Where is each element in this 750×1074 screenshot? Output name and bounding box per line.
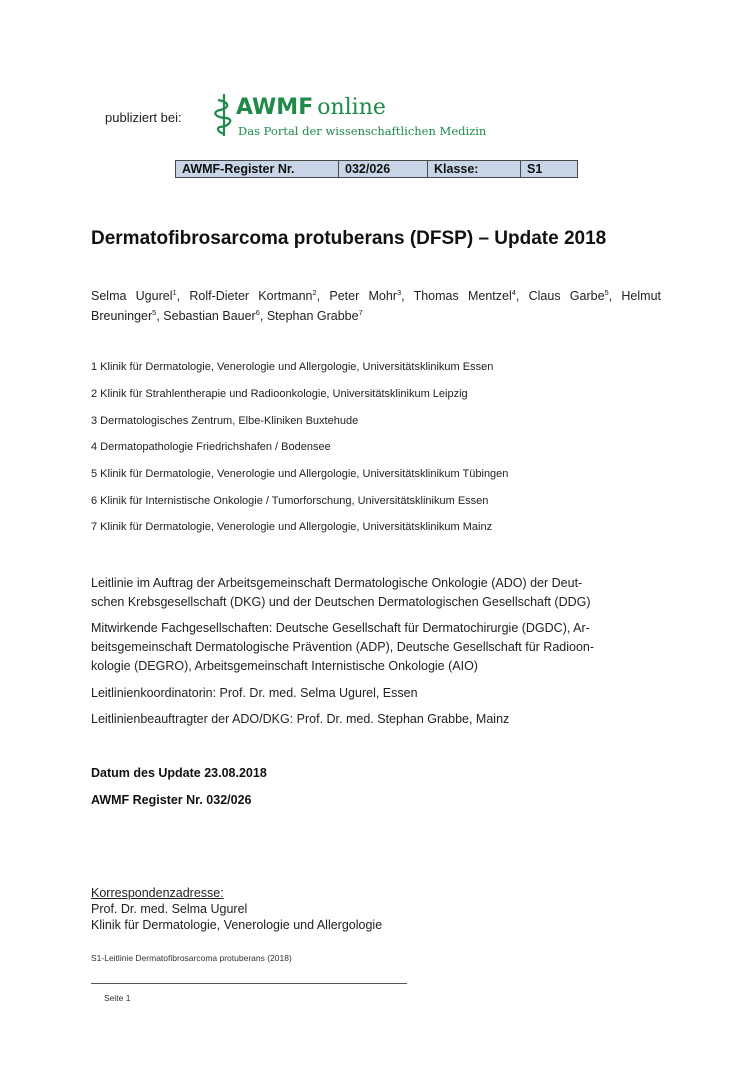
published-by-label: publiziert bei: [105, 110, 182, 125]
societies-paragraph [91, 619, 659, 676]
register-label-cell: AWMF-Register Nr. [176, 161, 339, 178]
coordinator-line: Leitlinienkoordinatorin: Prof. Dr. med. Selma Ugurel, Essen [91, 686, 418, 700]
class-value-cell: S1 [521, 161, 578, 178]
author-name: Helmut Breuninger [91, 289, 661, 323]
register-number-cell: 032/026 [339, 161, 428, 178]
affiliation-item: 6 Klinik für Internistische Onkologie / Tumorforschung, Universitätsklinikum Essen [91, 495, 489, 507]
author-name: Selma Ugurel [91, 289, 173, 303]
affiliation-item: 1 Klinik für Dermatologie, Venerologie und Allergologie, Universitätsklinikum Essen [91, 361, 494, 373]
author-name: Sebastian Bauer [163, 309, 256, 323]
paragraph-line: beitsgemeinschaft Dermatologische Prävention (ADP), Deutsche Gesellschaft für Radioon- [91, 640, 595, 654]
author-affiliation-sup: 5 [604, 288, 609, 297]
correspondence-block [91, 885, 382, 933]
author-name: Peter Mohr [329, 289, 397, 303]
register-number: AWMF Register Nr. 032/026 [91, 793, 252, 807]
affiliation-item: 5 Klinik für Dermatologie, Venerologie und Allergologie, Universitätsklinikum Tübingen [91, 468, 509, 480]
logo-tagline: Das Portal der wissenschaftlichen Medizin [238, 124, 487, 138]
paragraph-line: Leitlinie im Auftrag der Arbeitsgemeinschaft Dermatologische Onkologie (ADO) der Deut- [91, 576, 583, 590]
commissioner-line: Leitlinienbeauftragter der ADO/DKG: Prof. Dr. med. Stephan Grabbe, Mainz [91, 712, 510, 726]
author-affiliation-sup: 7 [358, 308, 363, 317]
running-title: S1-Leitlinie Dermatofibrosarcoma protuberans (2018) [91, 953, 292, 963]
affiliation-item: 2 Klinik für Strahlentherapie und Radioonkologie, Universitätsklinikum Leipzig [91, 388, 468, 400]
author-affiliation-sup: 5 [152, 308, 157, 317]
page-number: Seite 1 [104, 993, 131, 1003]
update-date: Datum des Update 23.08.2018 [91, 766, 267, 780]
author-list: Selma Ugurel$^1$, Rolf-Dieter Kortmann$^2$, Peter Mohr$^3$, Thomas Mentzel$^4$, Claus Garbe$^5$, Helmut Breuninger$^5$, Sebastian Bauer$^6$, Stephan Grabbe$^7$ [91, 288, 661, 323]
correspondence-heading: Korrespondenzadresse: [91, 886, 224, 900]
author-name: Thomas Mentzel [413, 289, 512, 303]
affiliation-item: 4 Dermatopathologie Friedrichshafen / Bodensee [91, 441, 331, 453]
awmf-logo [212, 90, 502, 142]
author-affiliation-sup: 4 [511, 288, 516, 297]
logo-name: AWMF online [236, 95, 386, 120]
author-affiliation-sup: 3 [396, 288, 402, 297]
author-name: Claus Garbe [528, 289, 605, 303]
author-affiliation-sup: 6 [255, 308, 260, 317]
aesculapian-staff-icon [215, 94, 230, 136]
class-label-cell: Klasse: [428, 161, 521, 178]
paragraph-line: schen Krebsgesellschaft (DKG) und der Deutschen Dermatologischen Gesellschaft (DDG) [91, 595, 591, 609]
author-affiliation-sup: 1 [172, 288, 177, 297]
author-name: Stephan Grabbe [266, 309, 359, 323]
author-affiliation-sup: 2 [312, 288, 317, 297]
commission-paragraph [91, 574, 659, 612]
affiliation-item: 7 Klinik für Dermatologie, Venerologie und Allergologie, Universitätsklinikum Mainz [91, 521, 493, 533]
author-name: Rolf-Dieter Kortmann [189, 289, 313, 303]
affiliation-item: 3 Dermatologisches Zentrum, Elbe-Kliniken Buxtehude [91, 415, 359, 427]
register-table [175, 160, 578, 178]
correspondence-name: Prof. Dr. med. Selma Ugurel [91, 902, 248, 916]
footer-divider [91, 983, 407, 984]
paragraph-line: Mitwirkende Fachgesellschaften: Deutsche Gesellschaft für Dermatochirurgie (DGDC), Ar- [91, 621, 590, 635]
paragraph-line: kologie (DEGRO), Arbeitsgemeinschaft Internistische Onkologie (AIO) [91, 659, 478, 673]
document-title: Dermatofibrosarcoma protuberans (DFSP) – Update 2018 [91, 228, 607, 249]
correspondence-department: Klinik für Dermatologie, Venerologie und Allergologie [91, 918, 383, 932]
